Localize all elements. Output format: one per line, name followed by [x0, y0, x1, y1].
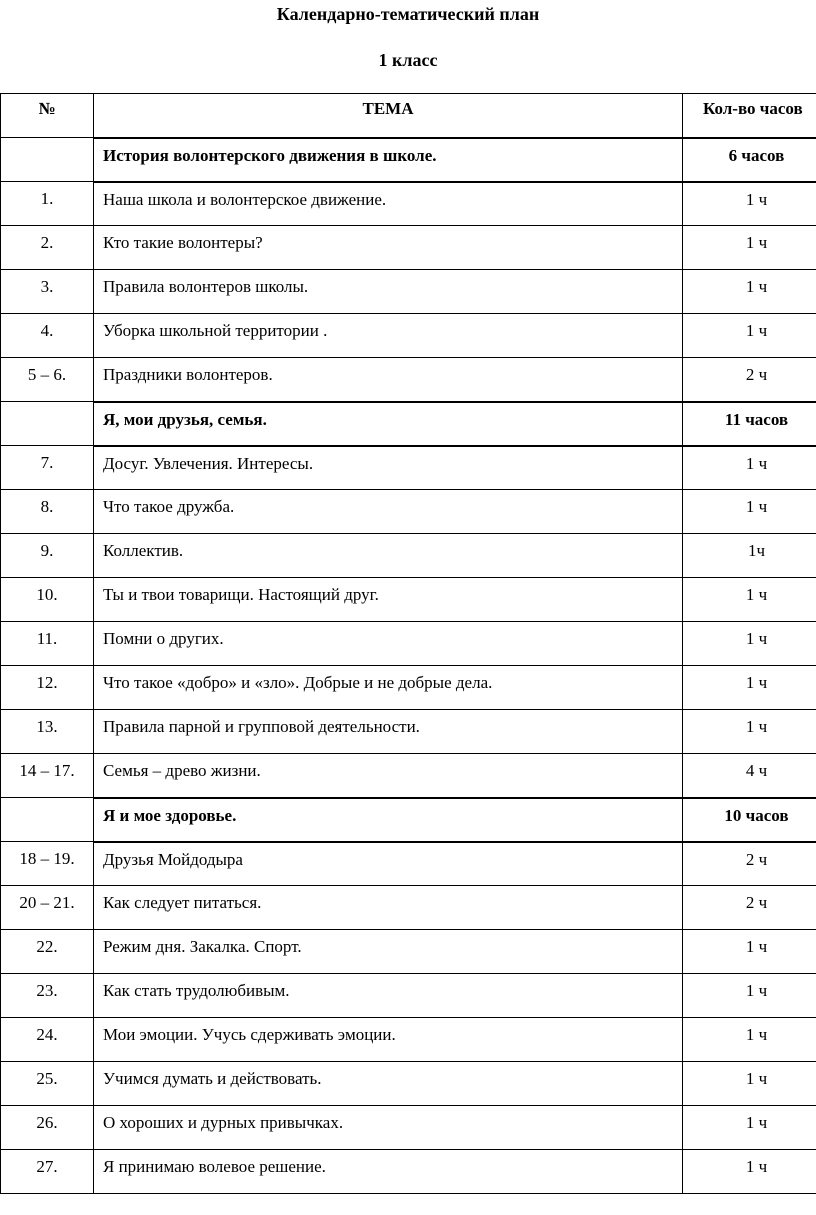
- row-topic: Семья – древо жизни.: [94, 754, 683, 798]
- row-number: 24.: [1, 1018, 94, 1062]
- row-hours: 1 ч: [683, 490, 816, 534]
- row-number: 11.: [1, 622, 94, 666]
- table-row: [1, 622, 816, 666]
- row-number: [1, 798, 94, 842]
- row-number: 26.: [1, 1106, 94, 1150]
- row-topic: Уборка школьной территории .: [94, 314, 683, 358]
- row-number: 10.: [1, 578, 94, 622]
- thematic-plan-table: [0, 93, 816, 1194]
- row-topic: Друзья Мойдодыра: [94, 842, 683, 886]
- table-row: [1, 270, 816, 314]
- row-topic: Что такое «добро» и «зло». Добрые и не добрые дела.: [94, 666, 683, 710]
- row-number: [1, 402, 94, 446]
- table-row: [1, 1106, 816, 1150]
- section-row: [1, 138, 816, 182]
- row-topic: Я, мои друзья, семья.: [94, 402, 683, 446]
- row-topic: Правила волонтеров школы.: [94, 270, 683, 314]
- row-hours: 1 ч: [683, 270, 816, 314]
- row-hours: 2 ч: [683, 886, 816, 930]
- row-hours: 6 часов: [683, 138, 816, 182]
- row-hours: 2 ч: [683, 842, 816, 886]
- table-row: [1, 886, 816, 930]
- row-hours: 1 ч: [683, 622, 816, 666]
- header-number: №: [1, 94, 94, 138]
- row-hours: 1 ч: [683, 182, 816, 226]
- table-row: [1, 358, 816, 402]
- row-topic: Учимся думать и действовать.: [94, 1062, 683, 1106]
- row-topic: Режим дня. Закалка. Спорт.: [94, 930, 683, 974]
- row-number: 1.: [1, 182, 94, 226]
- row-number: 25.: [1, 1062, 94, 1106]
- row-number: 22.: [1, 930, 94, 974]
- table-body: [1, 138, 816, 1194]
- table-row: [1, 1018, 816, 1062]
- row-topic: Помни о других.: [94, 622, 683, 666]
- table-row: [1, 666, 816, 710]
- grade-subtitle: 1 класс: [378, 50, 438, 70]
- row-number: 13.: [1, 710, 94, 754]
- row-hours: 2 ч: [683, 358, 816, 402]
- row-hours: 1 ч: [683, 314, 816, 358]
- row-topic: Как следует питаться.: [94, 886, 683, 930]
- table-row: [1, 930, 816, 974]
- document-title: Календарно-тематический план: [276, 4, 540, 24]
- row-topic: Кто такие волонтеры?: [94, 226, 683, 270]
- row-topic: Как стать трудолюбивым.: [94, 974, 683, 1018]
- table-row: [1, 534, 816, 578]
- row-number: 14 – 17.: [1, 754, 94, 798]
- row-topic: О хороших и дурных привычках.: [94, 1106, 683, 1150]
- table-row: [1, 842, 816, 886]
- row-topic: Праздники волонтеров.: [94, 358, 683, 402]
- row-number: 12.: [1, 666, 94, 710]
- row-hours: 1 ч: [683, 666, 816, 710]
- table-row: [1, 226, 816, 270]
- row-topic: Ты и твои товарищи. Настоящий друг.: [94, 578, 683, 622]
- row-number: 27.: [1, 1150, 94, 1194]
- row-topic: Я и мое здоровье.: [94, 798, 683, 842]
- row-topic: Я принимаю волевое решение.: [94, 1150, 683, 1194]
- row-hours: 1 ч: [683, 226, 816, 270]
- table-row: [1, 1062, 816, 1106]
- section-row: [1, 402, 816, 446]
- row-number: 18 – 19.: [1, 842, 94, 886]
- row-hours: 1 ч: [683, 578, 816, 622]
- row-number: 8.: [1, 490, 94, 534]
- row-topic: Мои эмоции. Учусь сдерживать эмоции.: [94, 1018, 683, 1062]
- row-hours: 1 ч: [683, 930, 816, 974]
- row-topic: Правила парной и групповой деятельности.: [94, 710, 683, 754]
- table-header-row: [1, 94, 816, 138]
- table-row: [1, 1150, 816, 1194]
- table-row: [1, 490, 816, 534]
- row-number: 5 – 6.: [1, 358, 94, 402]
- row-hours: 1 ч: [683, 1150, 816, 1194]
- row-topic: История волонтерского движения в школе.: [94, 138, 683, 182]
- row-hours: 1 ч: [683, 1106, 816, 1150]
- table-row: [1, 446, 816, 490]
- row-hours: 10 часов: [683, 798, 816, 842]
- row-number: 9.: [1, 534, 94, 578]
- row-topic: Досуг. Увлечения. Интересы.: [94, 446, 683, 490]
- table-row: [1, 710, 816, 754]
- row-hours: 1 ч: [683, 1062, 816, 1106]
- row-number: 3.: [1, 270, 94, 314]
- row-hours: 1ч: [683, 534, 816, 578]
- row-hours: 1 ч: [683, 1018, 816, 1062]
- row-number: 23.: [1, 974, 94, 1018]
- row-hours: 1 ч: [683, 446, 816, 490]
- section-row: [1, 798, 816, 842]
- row-topic: Коллектив.: [94, 534, 683, 578]
- row-hours: 4 ч: [683, 754, 816, 798]
- table-row: [1, 578, 816, 622]
- header-topic: ТЕМА: [94, 94, 683, 138]
- row-hours: 11 часов: [683, 402, 816, 446]
- row-number: 20 – 21.: [1, 886, 94, 930]
- row-hours: 1 ч: [683, 710, 816, 754]
- row-number: 4.: [1, 314, 94, 358]
- row-number: 2.: [1, 226, 94, 270]
- table-row: [1, 754, 816, 798]
- row-topic: Наша школа и волонтерское движение.: [94, 182, 683, 226]
- table-row: [1, 974, 816, 1018]
- table-row: [1, 182, 816, 226]
- table-row: [1, 314, 816, 358]
- header-hours: Кол-во часов: [683, 94, 816, 138]
- row-topic: Что такое дружба.: [94, 490, 683, 534]
- row-number: [1, 138, 94, 182]
- row-number: 7.: [1, 446, 94, 490]
- row-hours: 1 ч: [683, 974, 816, 1018]
